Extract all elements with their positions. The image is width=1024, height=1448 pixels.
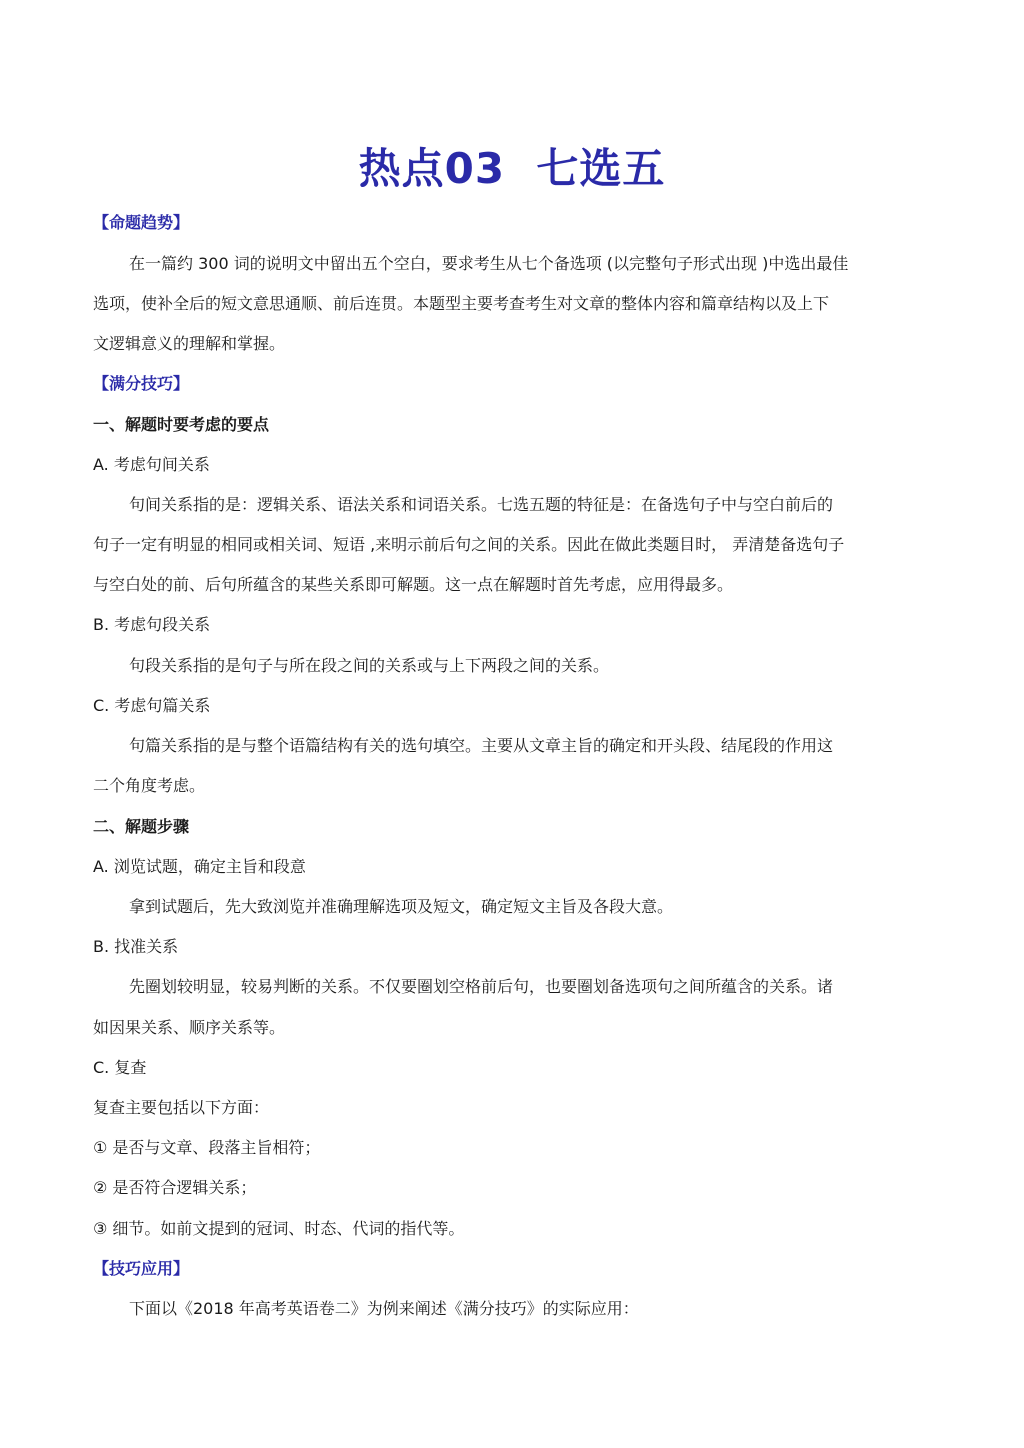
part1-b-title: B. 考虑句段关系: [93, 615, 211, 634]
check-item-3: ③ 细节。如前文提到的冠词、时态、代词的指代等。: [93, 1219, 465, 1238]
part1-b-line-1: 句段关系指的是句子与所在段之间的关系或与上下两段之间的关系。: [129, 656, 610, 675]
check-item-2: ② 是否符合逻辑关系；: [93, 1178, 257, 1197]
part1-heading: 一、解题时要考虑的要点: [93, 415, 270, 434]
part1-c-title: C. 考虑句篇关系: [93, 696, 211, 715]
part1-c-line-2: 二个角度考虑。: [93, 776, 206, 795]
part2-c-title: C. 复查: [93, 1058, 147, 1077]
part1-a-line-3: 与空白处的前、后句所蕴含的某些关系即可解题。这一点在解题时首先考虑，应用得最多。: [93, 575, 734, 594]
part2-b-line-2: 如因果关系、顺序关系等。: [93, 1018, 286, 1037]
part1-a-title: A. 考虑句间关系: [93, 455, 210, 474]
trend-line-2: 选项，使补全后的短文意思通顺、前后连贯。本题型主要考查考生对文章的整体内容和篇章结构以及上下: [93, 294, 830, 313]
part1-c-line-1: 句篇关系指的是与整个语篇结构有关的选句填空。主要从文章主旨的确定和开头段、结尾段的作用这: [129, 736, 834, 755]
section-skills: 【满分技巧】: [93, 374, 190, 393]
part1-a-line-2: 句子一定有明显的相同或相关词、短语 ,来明示前后句之间的关系。因此在做此类题目时， 弄清楚备选句子: [93, 535, 845, 554]
trend-line-3: 文逻辑意义的理解和掌握。: [93, 334, 286, 353]
part2-b-line-1: 先圈划较明显，较易判断的关系。不仅要圈划空格前后句，也要圈划备选项句之间所蕴含的关系。诸: [129, 977, 834, 996]
part2-a-title: A. 浏览试题，确定主旨和段意: [93, 857, 306, 876]
section-apply: 【技巧应用】: [93, 1259, 190, 1278]
section-trend: 【命题趋势】: [93, 213, 190, 232]
part2-a-line-1: 拿到试题后，先大致浏览并准确理解选项及短文，确定短文主旨及各段大意。: [129, 897, 674, 916]
part2-b-title: B. 找准关系: [93, 937, 179, 956]
page-title: 热点03 七选五: [358, 144, 666, 193]
part2-heading: 二、解题步骤: [93, 817, 190, 836]
apply-line-1: 下面以《2018 年高考英语卷二》为例来阐述《满分技巧》的实际应用：: [129, 1299, 639, 1318]
trend-line-1: 在一篇约 300 词的说明文中留出五个空白，要求考生从七个备选项 (以完整句子形式出现 )中选出最佳: [129, 254, 849, 273]
check-item-1: ① 是否与文章、段落主旨相符；: [93, 1138, 321, 1157]
part1-a-line-1: 句间关系指的是：逻辑关系、语法关系和词语关系。七选五题的特征是：在备选句子中与空白前后的: [129, 495, 834, 514]
part2-c-intro: 复查主要包括以下方面：: [93, 1098, 270, 1117]
